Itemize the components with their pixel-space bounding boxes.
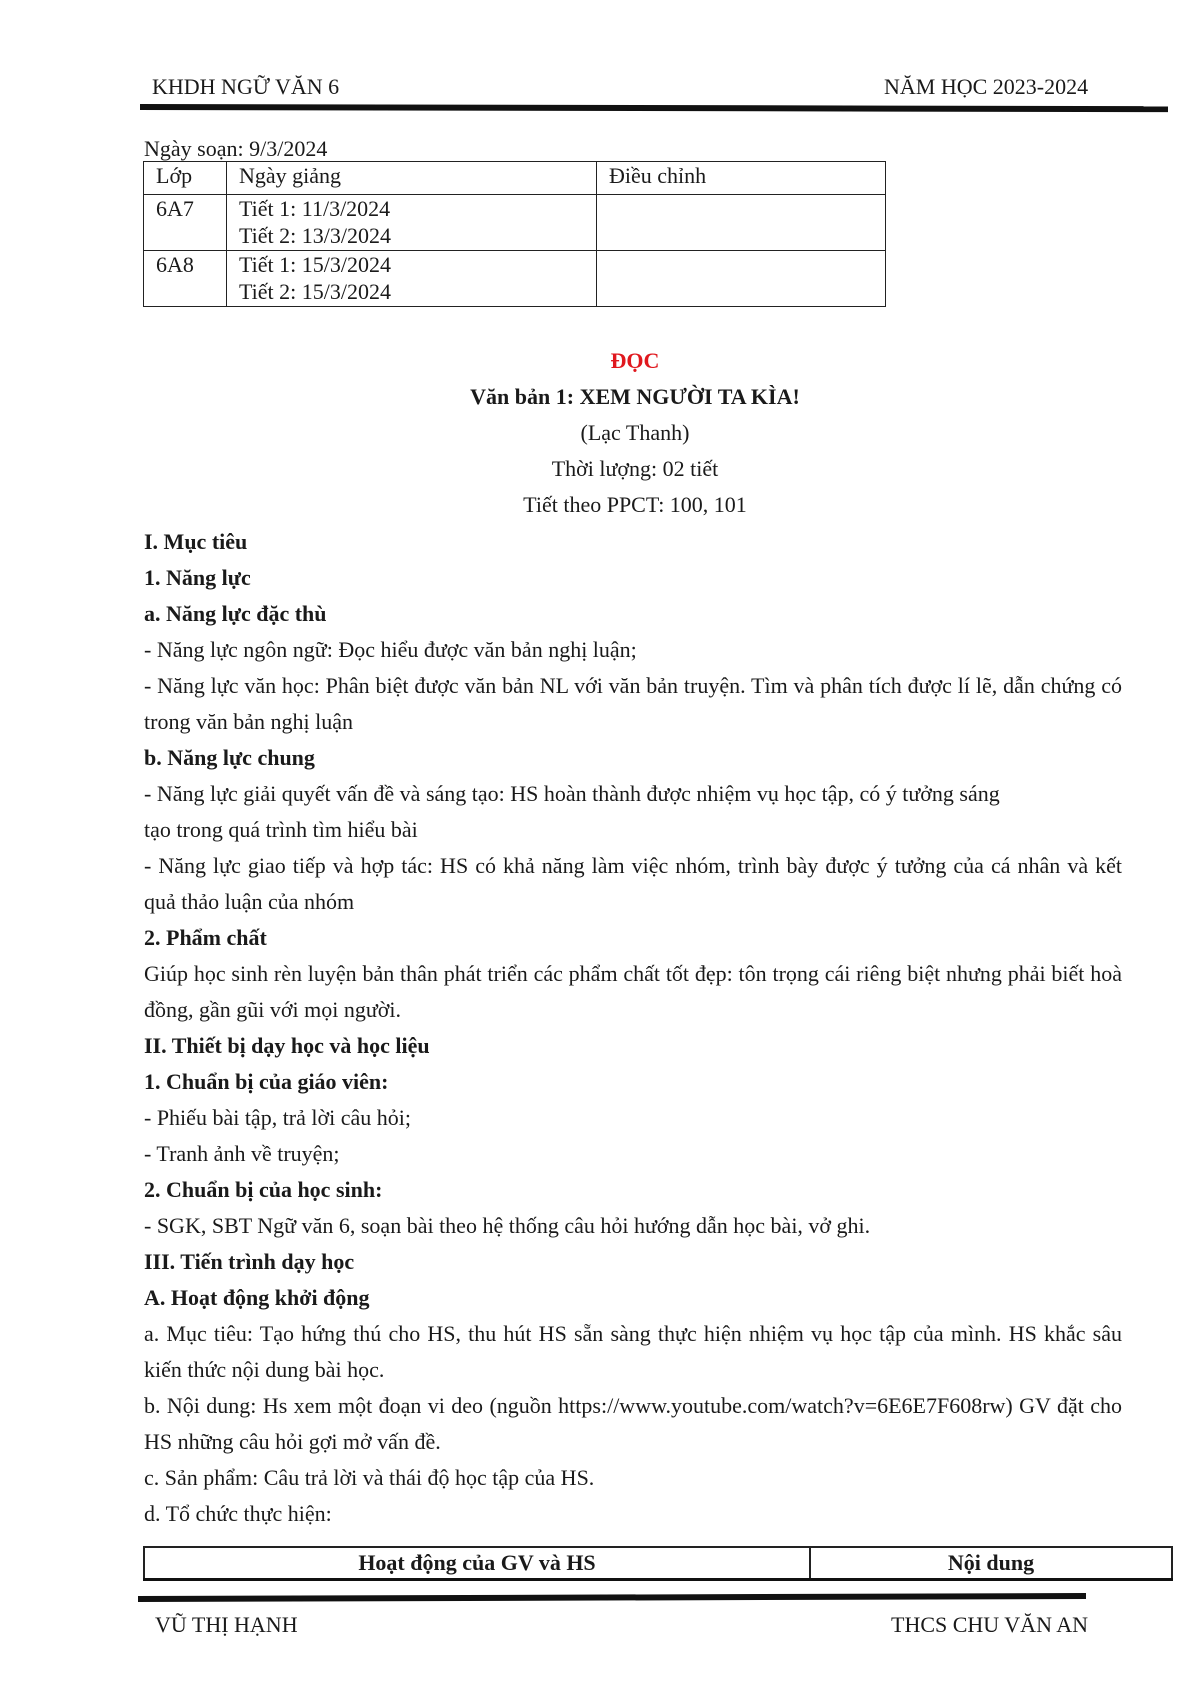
- heading-student-prep: 2. Chuẩn bị của học sinh:: [144, 1177, 383, 1202]
- header-left: KHDH NGỮ VĂN 6: [152, 74, 340, 99]
- text-title: Văn bản 1: XEM NGƯỜI TA KÌA!: [470, 384, 800, 409]
- footer-right: THCS CHU VĂN AN: [891, 1612, 1089, 1637]
- period-1: Tiết 1: 11/3/2024: [239, 196, 391, 221]
- header-right: NĂM HỌC 2023-2024: [884, 74, 1089, 99]
- paragraph: - Phiếu bài tập, trả lời câu hỏi;: [144, 1105, 412, 1130]
- ppct: Tiết theo PPCT: 100, 101: [523, 492, 747, 517]
- duration: Thời lượng: 02 tiết: [551, 456, 719, 481]
- schedule-date-cell: [227, 195, 597, 251]
- period-2: Tiết 2: 15/3/2024: [239, 279, 391, 304]
- schedule-table: [143, 161, 886, 307]
- activity-header-teacher-student: Hoạt động của GV và HS: [144, 1547, 810, 1580]
- activity-header-content: Nội dung: [810, 1547, 1172, 1580]
- schedule-header-date: Ngày giảng: [227, 162, 597, 195]
- heading-equipment: II. Thiết bị dạy học và học liệu: [144, 1033, 430, 1058]
- paragraph: - Năng lực giải quyết vấn đề và sáng tạo: HS hoàn thành được nhiệm vụ học tập, có ý tưởng sáng tạo trong quá trình tìm hiểu bài: [144, 781, 1000, 842]
- period-1: Tiết 1: 15/3/2024: [239, 252, 391, 277]
- schedule-date-cell: [227, 251, 597, 307]
- activity-header-row: [144, 1547, 1172, 1580]
- heading-qualities: 2. Phẩm chất: [144, 925, 267, 950]
- heading-process: III. Tiến trình dạy học: [144, 1249, 355, 1274]
- schedule-adjust-cell: [597, 195, 886, 251]
- activity-table: [143, 1546, 1173, 1581]
- paragraph: - Năng lực giao tiếp và hợp tác: HS có khả năng làm việc nhóm, trình bày được ý tưởng của cá nhân và kết quả thảo luận của nhóm: [144, 853, 1122, 914]
- paragraph: - Năng lực ngôn ngữ: Đọc hiểu được văn bản nghị luận;: [144, 637, 637, 662]
- schedule-row: [144, 195, 886, 251]
- paragraph: - Năng lực văn học: Phân biệt được văn bản NL với văn bản truyện. Tìm và phân tích được lí lẽ, dẫn chứng có trong văn bản nghị luận: [144, 673, 1122, 734]
- footer-rule: [138, 1593, 1086, 1602]
- heading-warmup: A. Hoạt động khởi động: [144, 1285, 370, 1310]
- heading-objectives: I. Mục tiêu: [144, 529, 248, 554]
- paragraph: - Tranh ảnh về truyện;: [144, 1141, 340, 1166]
- paragraph: c. Sản phẩm: Câu trả lời và thái độ học tập của HS.: [144, 1465, 595, 1490]
- schedule-class-cell: 6A8: [144, 251, 227, 307]
- heading-general-competence: b. Năng lực chung: [144, 745, 315, 770]
- schedule-row: [144, 251, 886, 307]
- period-2: Tiết 2: 13/3/2024: [239, 223, 391, 248]
- section-title: ĐỌC: [610, 348, 660, 373]
- footer-left: VŨ THỊ HẠNH: [155, 1612, 298, 1637]
- paragraph: a. Mục tiêu: Tạo hứng thú cho HS, thu hút HS sẵn sàng thực hiện nhiệm vụ học tập của mình. HS khắc sâu kiến thức nội dung bài học.: [144, 1321, 1122, 1382]
- heading-specific-competence: a. Năng lực đặc thù: [144, 601, 327, 626]
- paragraph: b. Nội dung: Hs xem một đoạn vi deo (nguồn https://www.youtube.com/watch?v=6E6E7F608rw) GV đặt cho HS những câu hỏi gợi mở vấn đề.: [144, 1393, 1122, 1454]
- heading-teacher-prep: 1. Chuẩn bị của giáo viên:: [144, 1069, 389, 1094]
- header-rule: [140, 104, 1168, 112]
- paragraph: - SGK, SBT Ngữ văn 6, soạn bài theo hệ thống câu hỏi hướng dẫn học bài, vở ghi.: [144, 1213, 871, 1238]
- author: (Lạc Thanh): [580, 420, 690, 445]
- schedule-adjust-cell: [597, 251, 886, 307]
- schedule-class-cell: 6A7: [144, 195, 227, 251]
- heading-competence: 1. Năng lực: [144, 565, 251, 590]
- prep-date: Ngày soạn: 9/3/2024: [144, 136, 328, 161]
- paragraph: Giúp học sinh rèn luyện bản thân phát triển các phẩm chất tốt đẹp: tôn trọng cái riêng biệt nhưng phải biết hoà đồng, gần gũi với mọi người.: [144, 961, 1122, 1022]
- paragraph: d. Tổ chức thực hiện:: [144, 1501, 332, 1526]
- schedule-header-class: Lớp: [144, 162, 227, 195]
- schedule-header-row: [144, 162, 886, 195]
- lesson-body: [144, 524, 1122, 1532]
- schedule-header-adjust: Điều chỉnh: [597, 162, 886, 195]
